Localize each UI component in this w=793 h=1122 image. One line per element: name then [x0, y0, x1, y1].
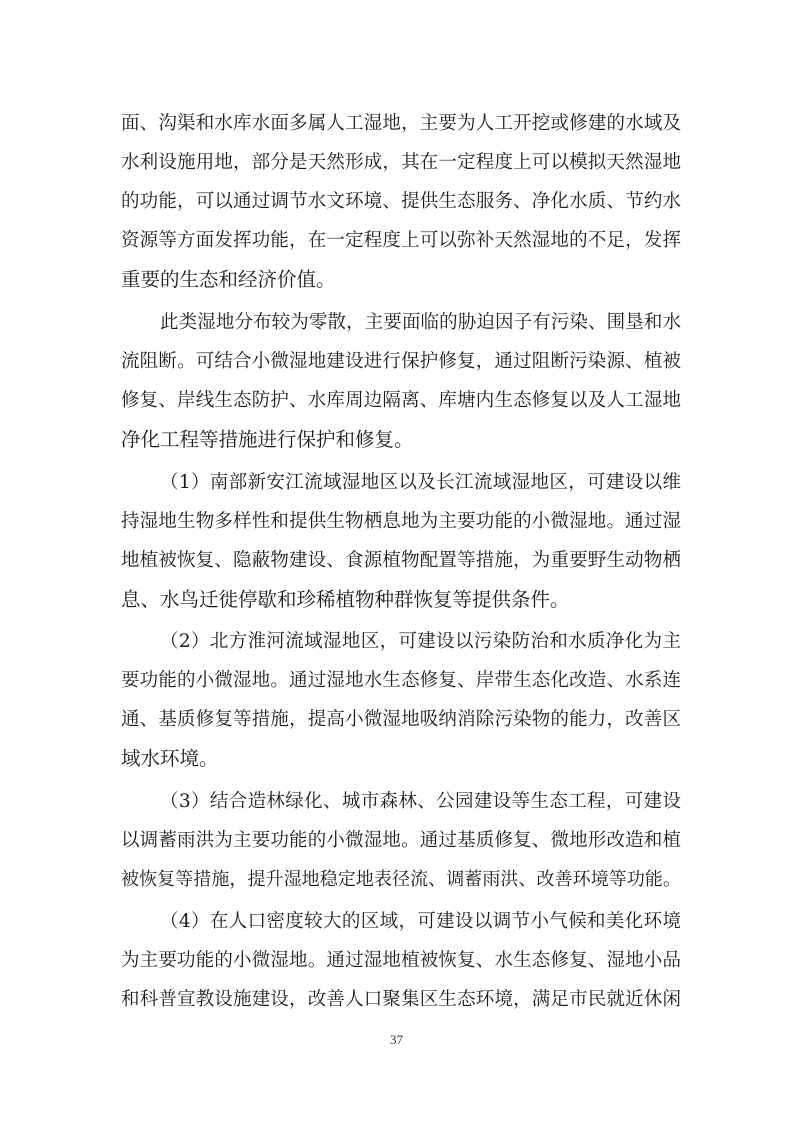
paragraph-1-line-3: 的功能，可以通过调节水文环境、提供生态服务、净化水质、节约水 [121, 191, 681, 212]
paragraph-6-line-1: （4）在人口密度较大的区域，可建设以调节小气候和美化环境 [160, 911, 681, 932]
paragraph-1-line-2: 水利设施用地，部分是天然形成，其在一定程度上可以模拟天然湿地 [121, 152, 681, 173]
paragraph-5-line-1: （3）结合造林绿化、城市森林、公园建设等生态工程，可建设 [160, 791, 681, 812]
page-number: 37 [390, 1032, 403, 1047]
paragraph-1-line-1: 面、沟渠和水库水面多属人工湿地，主要为人工开挖或修建的水域及 [121, 113, 681, 134]
paragraph-2-line-4: 净化工程等措施进行保护和修复。 [121, 428, 414, 451]
paragraph-4-line-1: （2）北方淮河流域湿地区，可建设以污染防治和水质净化为主 [160, 631, 681, 652]
paragraph-1-line-5: 重要的生态和经济价值。 [121, 268, 336, 291]
paragraph-1-line-4: 资源等方面发挥功能，在一定程度上可以弥补天然湿地的不足，发挥 [121, 230, 681, 251]
paragraph-3-line-4: 息、水鸟迁徙停歇和珍稀植物种群恢复等提供条件。 [121, 588, 570, 611]
paragraph-5-line-2: 以调蓄雨洪为主要功能的小微湿地。通过基质修复、微地形改造和植 [121, 830, 681, 851]
paragraph-6-line-3: 和科普宣教设施建设，改善人口聚集区生态环境，满足市民就近休闲 [121, 989, 681, 1010]
paragraph-4-line-3: 通、基质修复等措施，提高小微湿地吸纳消除污染物的能力，改善区 [121, 709, 681, 730]
paragraph-5-line-3: 被恢复等措施，提升湿地稳定地表径流、调蓄雨洪、改善环境等功能。 [121, 869, 681, 890]
paragraph-4-line-2: 要功能的小微湿地。通过湿地水生态修复、岸带生态化改造、水系连 [121, 670, 681, 691]
paragraph-6-line-2: 为主要功能的小微湿地。通过湿地植被恢复、水生态修复、湿地小品 [121, 950, 681, 971]
paragraph-3-line-3: 地植被恢复、隐蔽物建设、食源植物配置等措施，为重要野生动物栖 [121, 550, 681, 571]
paragraph-2-line-1: 此类湿地分布较为零散，主要面临的胁迫因子有污染、围垦和水 [160, 312, 681, 333]
paragraph-3-line-1: （1）南部新安江流域湿地区以及长江流域湿地区，可建设以维 [160, 472, 681, 493]
paragraph-2-line-3: 修复、岸线生态防护、水库周边隔离、库塘内生态修复以及人工湿地 [121, 390, 681, 411]
paragraph-4-line-4: 域水环境。 [121, 747, 219, 770]
paragraph-2-line-2: 流阻断。可结合小微湿地建设进行保护修复，通过阻断污染源、植被 [121, 351, 681, 372]
paragraph-3-line-2: 持湿地生物多样性和提供生物栖息地为主要功能的小微湿地。通过湿 [121, 511, 681, 532]
